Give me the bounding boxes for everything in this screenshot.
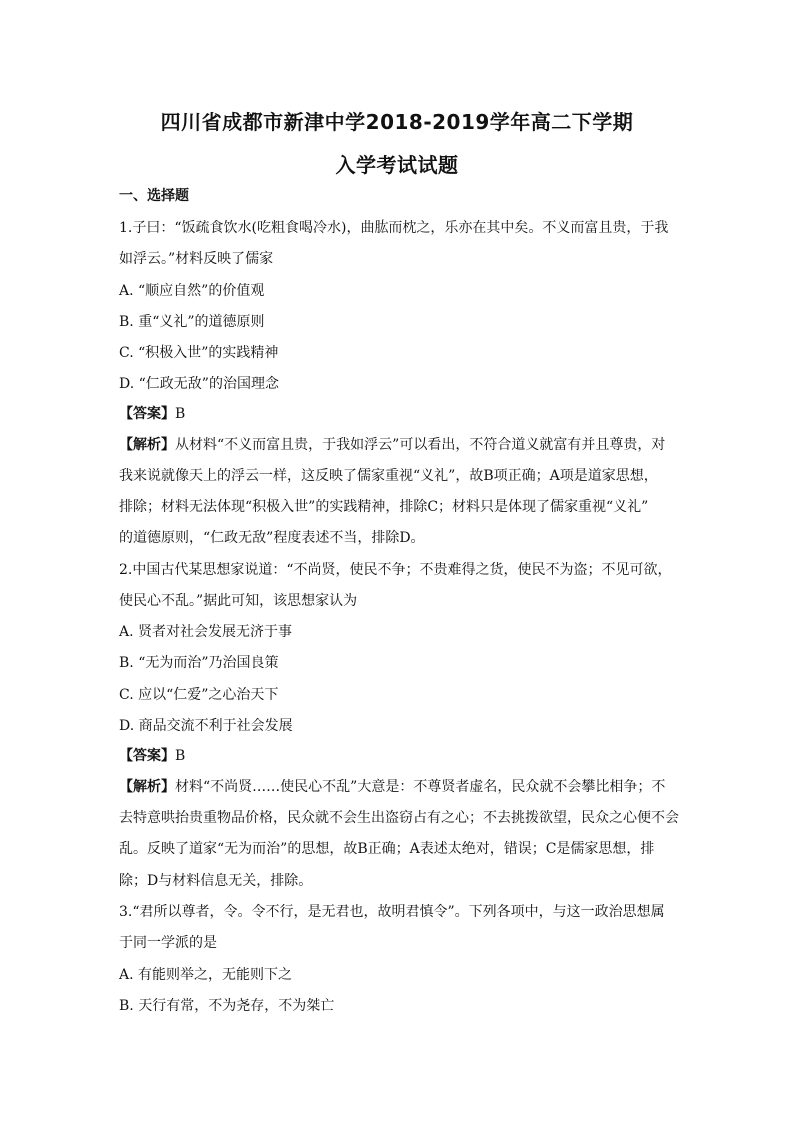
- question-2-analysis: [119, 778, 665, 796]
- question-2-analysis-cont: 去特意哄抬贵重物品价格，民众就不会生出盗窃占有之心；不去挑拨欲望，民众之心便不会: [119, 810, 679, 826]
- analysis-text: 材料“不尚贤……使民心不乱”大意是：不尊贤者虚名，民众就不会攀比相争；不: [175, 779, 666, 795]
- question-1-option-c: C. “积极入世”的实践精神: [119, 345, 279, 361]
- question-3-option-b: B. 天行有常，不为尧存，不为桀亡: [119, 998, 335, 1014]
- answer-value: B: [175, 748, 186, 764]
- question-2-option-b: B. “无为而治”乃治国良策: [119, 655, 279, 671]
- question-1-stem-cont: 如浮云。”材料反映了儒家: [119, 251, 274, 267]
- question-1-option-a: A. “顺应自然”的价值观: [119, 283, 265, 299]
- question-1-answer: [119, 405, 185, 423]
- question-2-stem-cont: 使民心不乱。”据此可知，该思想家认为: [119, 593, 358, 609]
- question-3-stem: 3.“君所以尊者，令。令不行，是无君也，故明君慎令”。下列各项中，与这一政治思想属: [119, 904, 665, 920]
- question-1-option-d: D. “仁政无敌”的治国理念: [119, 376, 279, 392]
- question-1-option-b: B. 重“义礼”的道德原则: [119, 314, 265, 330]
- answer-value: B: [175, 406, 186, 422]
- question-1-analysis: [119, 436, 665, 454]
- question-2-option-c: C. 应以“仁爱”之心治天下: [119, 687, 279, 703]
- question-2-stem: 2.中国古代某思想家说道：“不尚贤，使民不争；不贵难得之货，使民不为盗；不见可欲，: [119, 562, 672, 578]
- analysis-tag: 【解析】: [119, 437, 175, 453]
- document-subtitle: 入学考试试题: [335, 153, 459, 177]
- question-2-option-d: D. 商品交流不利于社会发展: [119, 718, 293, 734]
- question-1-stem: 1.子曰：“饭疏食饮水(吃粗食喝冷水)，曲肱而枕之，乐亦在其中矣。不义而富且贵，于我: [119, 220, 669, 236]
- analysis-text: 从材料“不义而富且贵，于我如浮云”可以看出，不符合道义就富有并且尊贵，对: [175, 437, 666, 453]
- question-3-option-a: A. 有能则举之，无能则下之: [119, 967, 293, 983]
- answer-tag: 【答案】: [119, 748, 175, 764]
- question-1-analysis-cont: 我来说就像天上的浮云一样，这反映了儒家重视“义礼”，故B项正确；A项是道家思想，: [119, 468, 658, 484]
- analysis-tag: 【解析】: [119, 779, 175, 795]
- answer-tag: 【答案】: [119, 406, 175, 422]
- question-2-answer: [119, 747, 185, 765]
- question-2-analysis-cont: 乱。反映了道家“无为而治”的思想，故B正确；A表述太绝对，错误；C是儒家思想，排: [119, 841, 655, 857]
- document-title: 四川省成都市新津中学2018-2019学年高二下学期: [160, 110, 634, 134]
- question-1-analysis-cont: 的道德原则，“仁政无敌”程度表述不当，排除D。: [119, 530, 425, 546]
- question-3-stem-cont: 于同一学派的是: [119, 935, 217, 951]
- question-1-analysis-cont: 排除；材料无法体现“积极入世”的实践精神，排除C；材料只是体现了儒家重视“义礼”: [119, 499, 649, 515]
- question-2-option-a: A. 贤者对社会发展无济于事: [119, 624, 293, 640]
- question-2-analysis-cont: 除；D与材料信息无关，排除。: [119, 873, 313, 889]
- section-heading: 一、选择题: [119, 188, 189, 204]
